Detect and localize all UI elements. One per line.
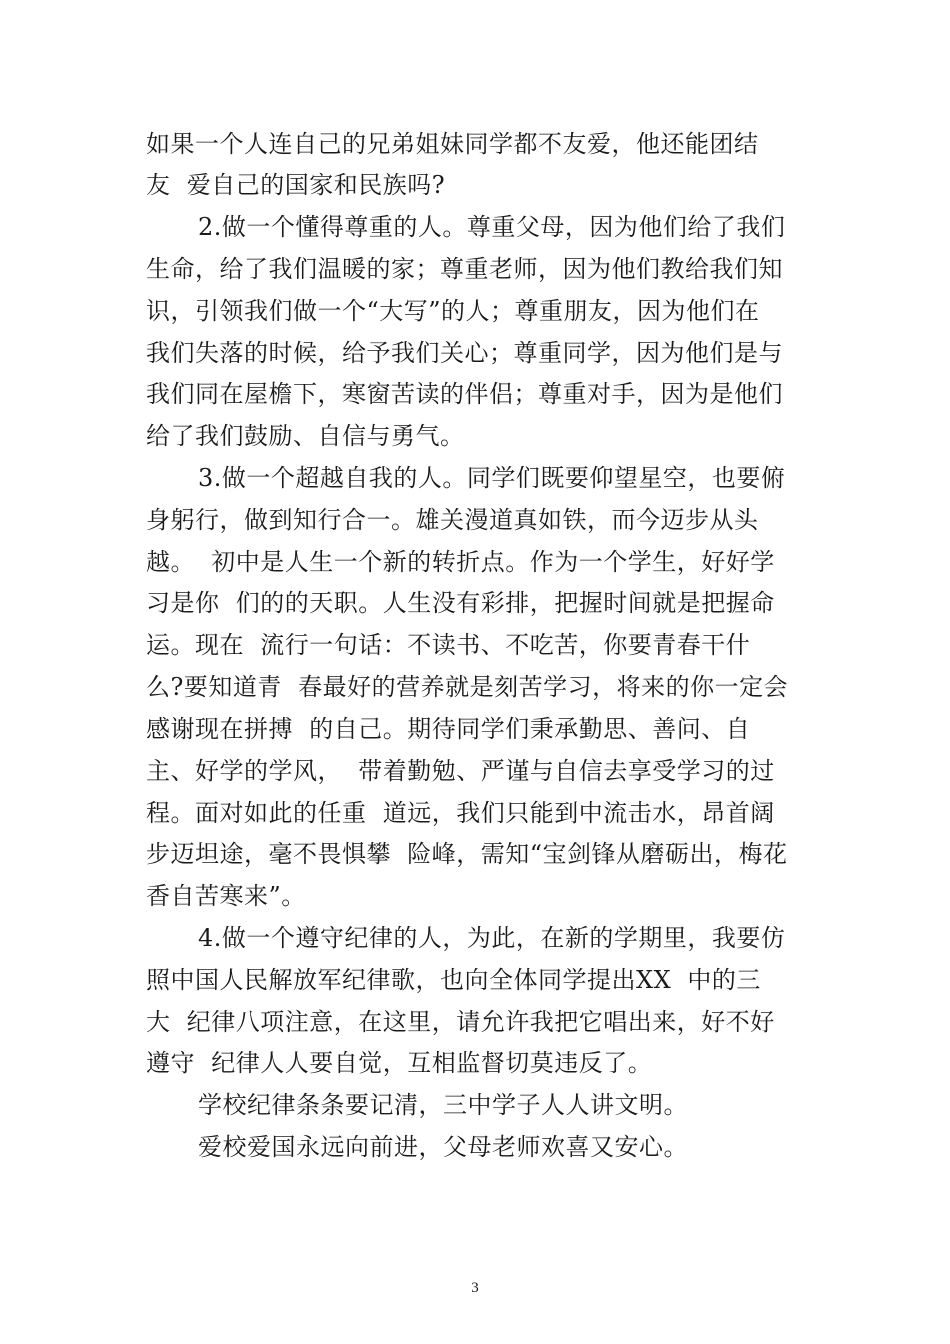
song-line: 爱校爱国永远向前进，父母老师欢喜又安心。: [198, 1133, 688, 1161]
text-line: 识，引领我们做一个“大写”的人；尊重朋友，因为他们在: [146, 297, 760, 325]
text-line: 我们失落的时候，给予我们关心；尊重同学，因为他们是与: [146, 339, 783, 367]
text-line: 身躬行，做到知行合一。雄关漫道真如铁，而今迈步从头: [146, 506, 759, 534]
text-line: 感谢现在拼搏 的自己。期待同学们秉承勤思、善问、自: [146, 715, 751, 743]
text-line: 照中国人民解放军纪律歌，也向全体同学提出XX 中的三: [146, 966, 761, 994]
text-line: 大 纪律八项注意，在这里，请允许我把它唱出来，好不好: [146, 1008, 775, 1036]
text-line: 运。现在 流行一句话：不读书、不吃苦，你要青春干什: [146, 631, 751, 659]
paragraph-3-start: 3.做一个超越自我的人。同学们既要仰望星空，也要俯: [198, 464, 786, 492]
text-line: 友 爱自己的国家和民族吗?: [146, 171, 446, 199]
text-line: 步迈坦途，毫不畏惧攀 险峰，需知“宝剑锋从磨砺出，梅花: [146, 840, 788, 868]
page-number: 3: [471, 1280, 479, 1296]
text-line: 香自苦寒来”。: [146, 882, 306, 910]
text-line: 生命，给了我们温暖的家；尊重老师，因为他们教给我们知: [146, 255, 783, 283]
paragraph-4-start: 4.做一个遵守纪律的人，为此，在新的学期里，我要仿: [198, 924, 786, 952]
paragraph-2-start: 2.做一个懂得尊重的人。尊重父母，因为他们给了我们: [198, 213, 786, 241]
text-line: 如果一个人连自己的兄弟姐妹同学都不友爱，他还能团结: [146, 130, 759, 158]
song-line: 学校纪律条条要记清，三中学子人人讲文明。: [198, 1091, 688, 1119]
text-line: 给了我们鼓励、自信与勇气。: [146, 422, 465, 450]
text-line: 程。面对如此的任重 道远，我们只能到中流击水，昂首阔: [146, 799, 775, 827]
text-line: 主、好学的学风， 带着勤勉、严谨与自信去享受学习的过: [146, 757, 775, 785]
text-line: 越。 初中是人生一个新的转折点。作为一个学生，好好学: [146, 548, 775, 576]
text-line: 么?要知道青 春最好的营养就是刻苦学习，将来的你一定会: [146, 673, 789, 701]
text-line: 我们同在屋檐下，寒窗苦读的伴侣；尊重对手，因为是他们: [146, 380, 783, 408]
text-line: 遵守 纪律人人要自觉，互相监督切莫违反了。: [146, 1049, 653, 1077]
text-line: 习是你 们的的天职。人生没有彩排，把握时间就是把握命: [146, 589, 775, 617]
